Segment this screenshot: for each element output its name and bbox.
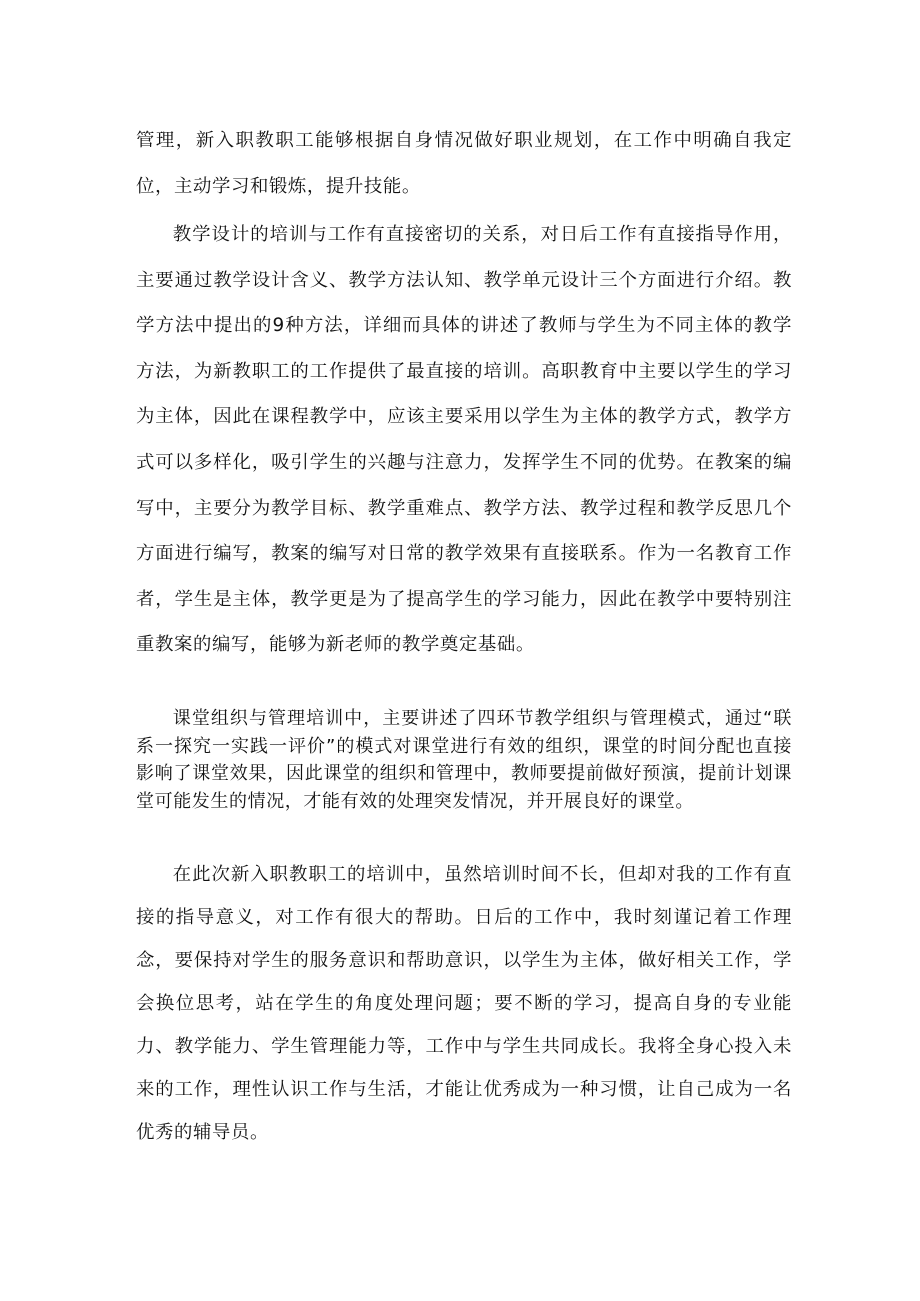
paragraph-2: 教学设计的培训与工作有直接密切的关系，对日后工作有直接指导作用，主要通过教学设计含义、教学方法认知、教学单元设计三个方面进行介绍。教学方法中提出的9种方法，详细而具体的讲述了教师与学生为不同主体的教学方法，为新教职工的工作提供了最直接的培训。高职教育中主要以学生的学习为主体，因此在课程教学中，应该主要采用以学生为主体的教学方式，教学方式可以多样化，吸引学生的兴趣与注意力，发挥学生不同的优势。在教案的编写中，主要分为教学目标、教学重难点、教学方法、教学过程和教学反思几个方面进行编写，教案的编写对日常的教学效果有直接联系。作为一名教育工作者，学生是主体，教学更是为了提高学生的学习能力，因此在教学中要特别注重教案的编写，能够为新老师的教学奠定基础。 [136, 224, 792, 656]
paragraph-4: 在此次新入职教职工的培训中，虽然培训时间不长，但却对我的工作有直接的指导意义，对工作有很大的帮助。日后的工作中，我时刻谨记着工作理念，要保持对学生的服务意识和帮助意识，以学生为主体，做好相关工作，学会换位思考，站在学生的角度处理问题；要不断的学习，提高自身的专业能力、教学能力、学生管理能力等，工作中与学生共同成长。我将全身心投入未来的工作，理性认识工作与生活，才能让优秀成为一种习惯，让自己成为一名优秀的辅导员。 [136, 864, 792, 1143]
paragraph-1: 管理，新入职教职工能够根据自身情况做好职业规划，在工作中明确自我定位，主动学习和锻炼，提升技能。 [136, 130, 792, 197]
paragraph-3: 课堂组织与管理培训中，主要讲述了四环节教学组织与管理模式，通过“联系一探究一实践一评价”的模式对课堂进行有效的组织，课堂的时间分配也直接影响了课堂效果，因此课堂的组织和管理中，教师要提前做好预演，提前计划课堂可能发生的情况，才能有效的处理突发情况，并开展良好的课堂。 [136, 708, 792, 812]
